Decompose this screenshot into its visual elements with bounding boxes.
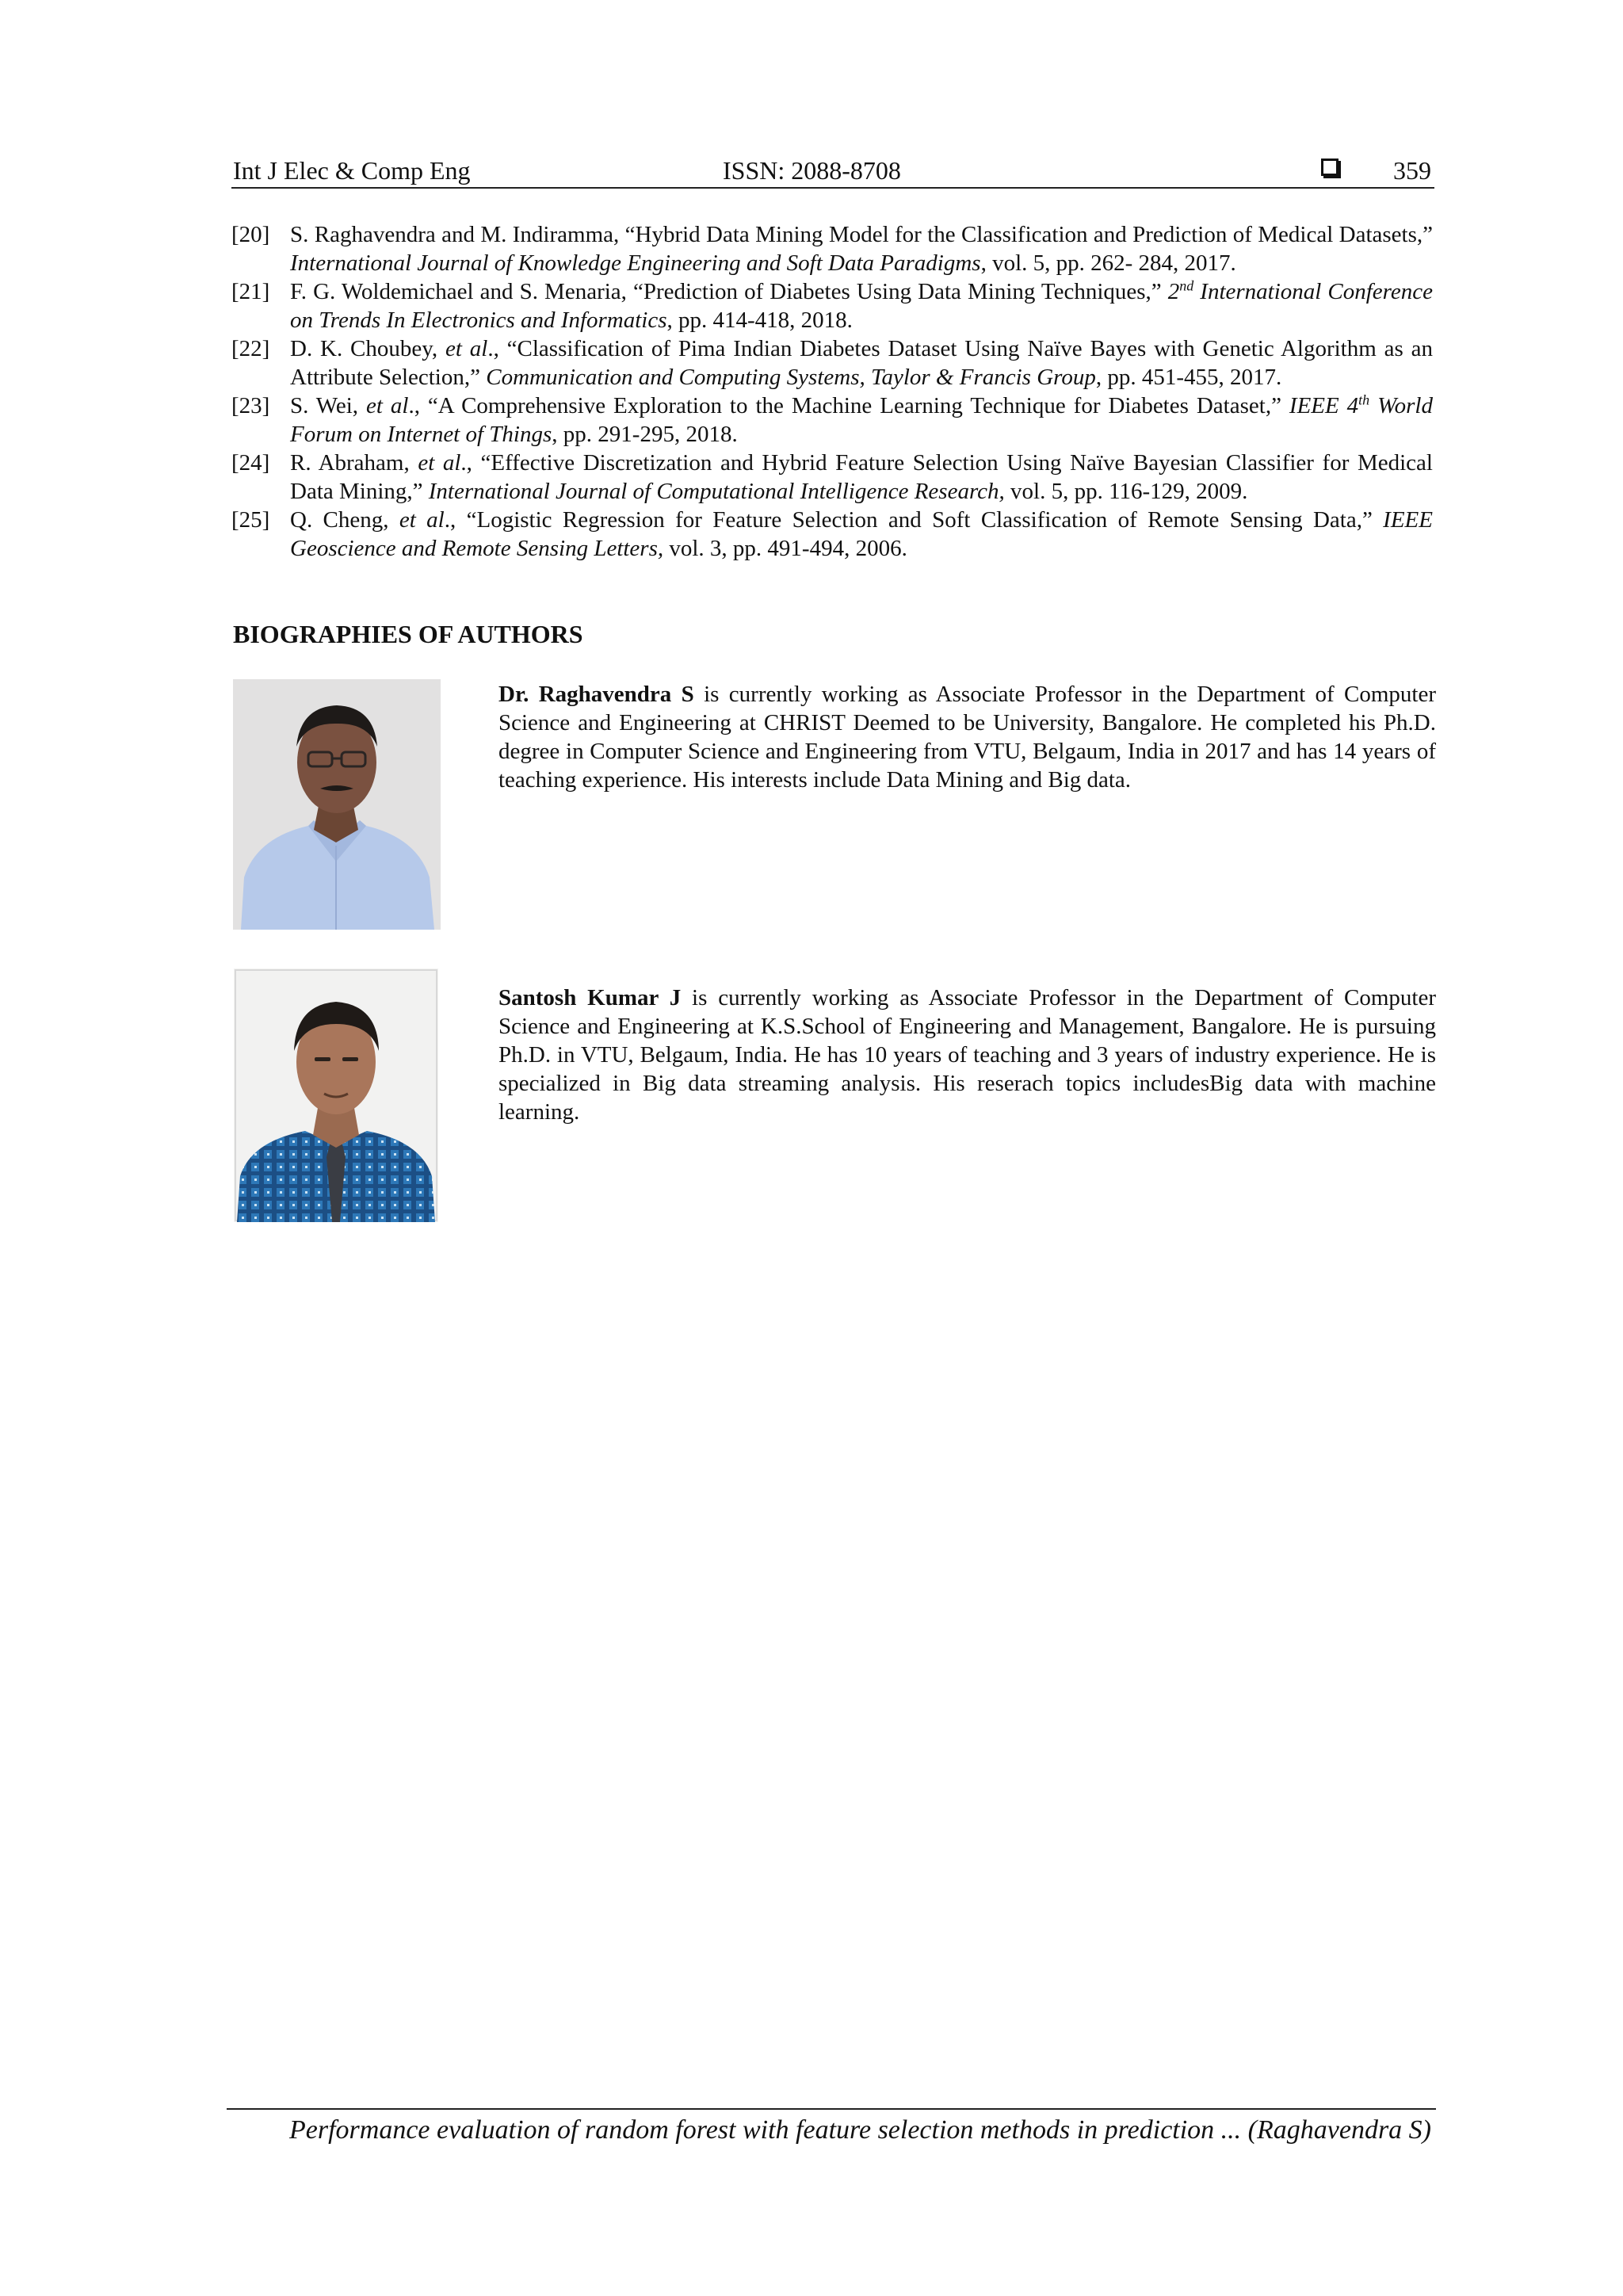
reference-item <box>231 449 1433 506</box>
author-name: Santosh Kumar J <box>498 985 682 1010</box>
reference-authors: R. Abraham, <box>290 450 418 476</box>
reference-item <box>231 392 1433 449</box>
reference-details: , pp. 414-418, 2018. <box>666 308 853 333</box>
journal-name: Int J Elec & Comp Eng <box>233 156 471 185</box>
issn: ISSN: 2088-8708 <box>723 156 901 185</box>
reference-details: vol. 5, pp. 116-129, 2009. <box>1004 479 1248 504</box>
reference-item <box>231 506 1433 563</box>
reference-details: vol. 3, pp. 491-494, 2006. <box>663 536 907 561</box>
author-name: Dr. Raghavendra S <box>498 682 694 707</box>
reference-list <box>231 220 1433 563</box>
reference-text: ., “Effective Discretization and Hybrid Feature Selection Using Naïve Bayesian Classifier for Medical Data Mining,” <box>290 450 1433 504</box>
reference-authors: S. Wei, <box>290 393 366 418</box>
reference-venue: IEEE Geoscience and Remote Sensing Letters, <box>290 507 1433 561</box>
reference-details: , vol. 5, pp. 262- 284, 2017. <box>980 250 1236 276</box>
reference-venue: International Journal of Knowledge Engineering and Soft Data Paradigms <box>290 250 981 276</box>
reference-number: [21] <box>231 279 270 304</box>
reference-etal: et al <box>399 507 445 533</box>
author-bio-text: is currently working as Associate Professor in the Department of Computer Science and Engineering at K.S.School of Engineering and Management, Bangalore. He is pursuing Ph.D. in VTU, Belgaum, India. He has 10 years of teaching and 3 years of industry experience. He is specialized in Big data streaming analysis. His reserach topics includesBig data with machine learning. <box>498 985 1436 1125</box>
reference-text: F. G. Woldemichael and S. Menaria, “Prediction of Diabetes Using Data Mining Techniques,” <box>290 279 1168 304</box>
reference-number: [22] <box>231 336 270 361</box>
author-bio <box>498 984 1436 1126</box>
reference-etal: et al <box>366 393 409 418</box>
reference-text: ., “A Comprehensive Exploration to the Machine Learning Technique for Diabetes Dataset,” <box>408 393 1289 418</box>
reference-etal: et al <box>445 336 488 361</box>
running-footer: Performance evaluation of random forest with feature selection methods in prediction ... (Raghavendra S) <box>289 2115 1431 2145</box>
square-bullet-icon <box>1321 159 1338 176</box>
reference-number: [25] <box>231 507 270 533</box>
reference-item <box>231 334 1433 392</box>
footer-divider <box>227 2108 1436 2110</box>
reference-text: ., “Classification of Pima Indian Diabetes Dataset Using Naïve Bayes with Genetic Algorithm as an Attribute Selection,” <box>290 336 1433 390</box>
reference-authors: D. K. Choubey, <box>290 336 445 361</box>
running-header <box>231 154 1434 189</box>
author-photo <box>233 679 441 930</box>
author-bio <box>498 680 1436 794</box>
page-number: 359 <box>1393 156 1431 185</box>
reference-venue-prefix: IEEE 4 <box>1289 393 1359 418</box>
reference-number: [23] <box>231 393 270 418</box>
reference-details: , pp. 291-295, 2018. <box>552 422 738 447</box>
author-bio-text: is currently working as Associate Professor in the Department of Computer Science and Engineering at CHRIST Deemed to be University, Bangalore. He completed his Ph.D. degree in Computer Science and Engineering from VTU, Belgaum, India in 2017 and has 14 years of teaching experience. His interests include Data Mining and Big data. <box>498 682 1437 793</box>
reference-text: S. Raghavendra and M. Indiramma, “Hybrid Data Mining Model for the Classification and Prediction of Medical Datasets,” <box>290 222 1433 247</box>
section-heading: BIOGRAPHIES OF AUTHORS <box>233 620 583 648</box>
author-photo <box>234 968 438 1222</box>
reference-item <box>231 220 1433 277</box>
reference-venue: Communication and Computing Systems, Taylor & Francis Group <box>486 365 1096 390</box>
reference-text: ., “Logistic Regression for Feature Selection and Soft Classification of Remote Sensing Data,” <box>444 507 1384 533</box>
reference-venue: International Conference on Trends In Electronics and Informatics <box>290 279 1434 333</box>
reference-etal: et al <box>418 450 461 476</box>
reference-venue-superscript: th <box>1358 392 1370 408</box>
reference-venue-superscript: nd <box>1179 277 1194 294</box>
reference-number: [24] <box>231 450 270 476</box>
reference-venue-ordinal: 2 <box>1167 279 1180 304</box>
reference-number: [20] <box>231 222 270 247</box>
reference-venue: International Journal of Computational Intelligence Research, <box>428 479 1005 504</box>
reference-details: , pp. 451-455, 2017. <box>1095 365 1282 390</box>
reference-authors: Q. Cheng, <box>290 507 399 533</box>
reference-venue: World Forum on Internet of Things <box>290 393 1433 447</box>
reference-item <box>231 277 1433 334</box>
